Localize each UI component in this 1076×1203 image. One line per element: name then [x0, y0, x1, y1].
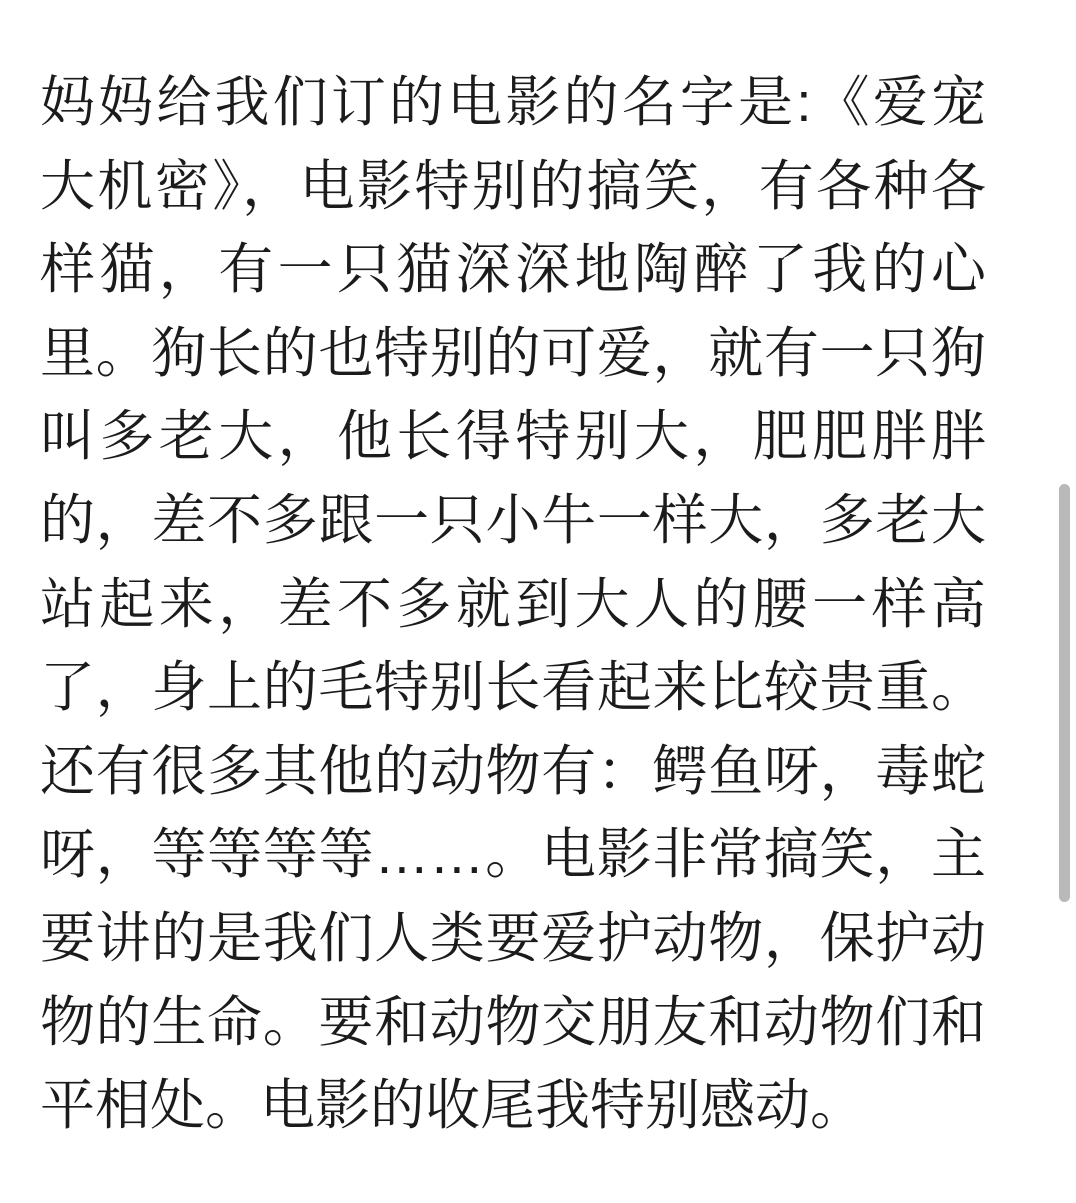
vertical-scrollbar-thumb[interactable]: [1059, 484, 1070, 902]
article-body-text: 妈妈给我们订的电影的名字是:《爱宠大机密》，电影特别的搞笑，有各种各样猫，有一只猫深深地陶醉了我的心里。狗长的也特别的可爱，就有一只狗叫多老大，他长得特别大，肥肥胖胖的，差不多跟一只小牛一样大，多老大站起来，差不多就到大人的腰一样高了，身上的毛特别长看起来比较贵重。还有很多其他的动物有：鳄鱼呀，毒蛇呀，等等等等……。电影非常搞笑，主要讲的是我们人类要爱护动物，保护动物的生命。要和动物交朋友和动物们和平相处。电影的收尾我特别感动。: [40, 71, 986, 1137]
